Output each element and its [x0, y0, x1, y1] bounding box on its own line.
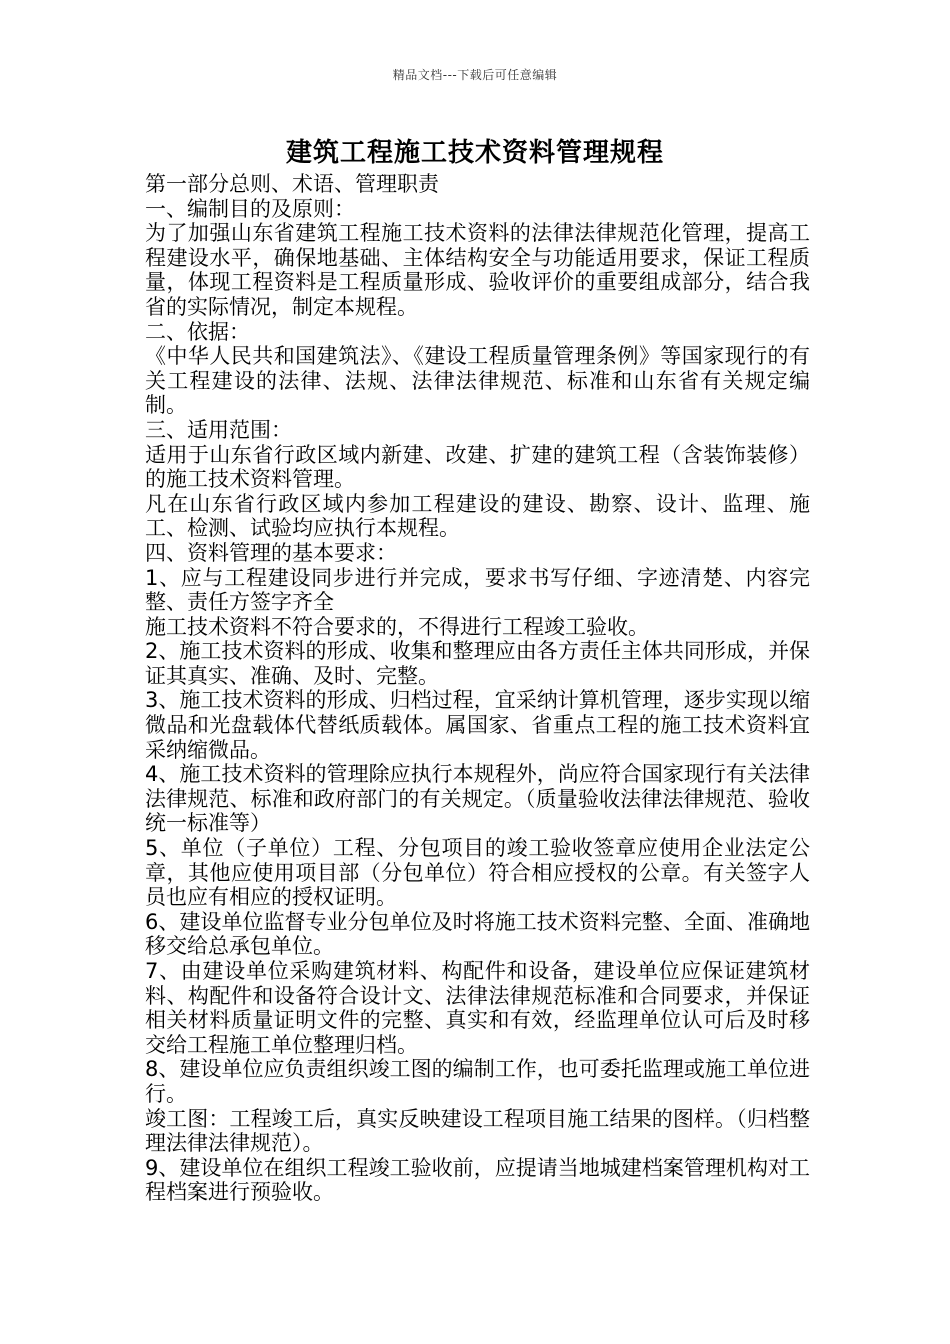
list-item: 7、由建设单位采购建筑材料、构配件和设备，建设单位应保证建筑材料、构配件和设备符合设计文、法律法律规范标准和合同要求，并保证相关材料质量证明文件的完整、真实和有效，经监理单位认可后及时移交给工程施工单位整理归档。: [145, 959, 810, 1057]
paragraph: 凡在山东省行政区域内参加工程建设的建设、勘察、设计、监理、施工、检测、试验均应执行本规程。: [145, 491, 810, 541]
section-heading: 一、编制目的及原则：: [145, 196, 355, 221]
paragraph: 《中华人民共和国建筑法》、《建设工程质量管理条例》等国家现行的有关工程建设的法律、法规、法律法律规范、标准和山东省有关规定编制。: [145, 344, 810, 418]
list-item: 1、应与工程建设同步进行并完成，要求书写仔细、字迹清楚、内容完整、责任方签字齐全: [145, 565, 810, 615]
list-item: 5、单位（子单位）工程、分包项目的竣工验收签章应使用企业法定公章，其他应使用项目部（分包单位）符合相应授权的公章。有关签字人员也应有相应的授权证明。: [145, 836, 810, 910]
list-item: 9、建设单位在组织工程竣工验收前，应提请当地城建档案管理机构对工程档案进行预验收。: [145, 1155, 810, 1205]
paragraph: 竣工图：工程竣工后，真实反映建设工程项目施工结果的图样。（归档整理法律法律规范）。: [145, 1106, 810, 1156]
paragraph: 为了加强山东省建筑工程施工技术资料的法律法律规范化管理，提高工程建设水平，确保地基础、主体结构安全与功能适用要求，保证工程质量，体现工程资料是工程质量形成、验收评价的重要组成部分，结合我省的实际情况，制定本规程。: [145, 221, 810, 319]
list-item: 3、施工技术资料的形成、归档过程，宜采纳计算机管理，逐步实现以缩微品和光盘载体代替纸质载体。属国家、省重点工程的施工技术资料宜采纳缩微品。: [145, 688, 810, 762]
list-item: 8、建设单位应负责组织竣工图的编制工作，也可委托监理或施工单位进行。: [145, 1057, 810, 1106]
part-heading: 第一部分总则、术语、管理职责: [145, 172, 439, 196]
list-item: 6、建设单位监督专业分包单位及时将施工技术资料完整、全面、准确地移交给总承包单位。: [145, 909, 810, 959]
document-body: [145, 172, 810, 1205]
paragraph: 施工技术资料不符合要求的，不得进行工程竣工验收。: [145, 614, 649, 639]
header-note: 精品文档---下载后可任意编辑: [392, 68, 558, 82]
section-heading: 三、适用范围：: [145, 417, 292, 442]
list-item: 4、施工技术资料的管理除应执行本规程外，尚应符合国家现行有关法律法律规范、标准和政府部门的有关规定。（质量验收法律法律规范、验收统一标准等）: [145, 762, 810, 836]
section-heading: 四、资料管理的基本要求：: [145, 540, 397, 565]
list-item: 2、施工技术资料的形成、收集和整理应由各方责任主体共同形成，并保证其真实、准确、及时、完整。: [145, 639, 810, 688]
paragraph: 适用于山东省行政区域内新建、改建、扩建的建筑工程（含装饰装修）的施工技术资料管理。: [145, 442, 810, 492]
section-heading: 二、依据：: [145, 319, 250, 344]
document-title: 建筑工程施工技术资料管理规程: [285, 138, 664, 168]
